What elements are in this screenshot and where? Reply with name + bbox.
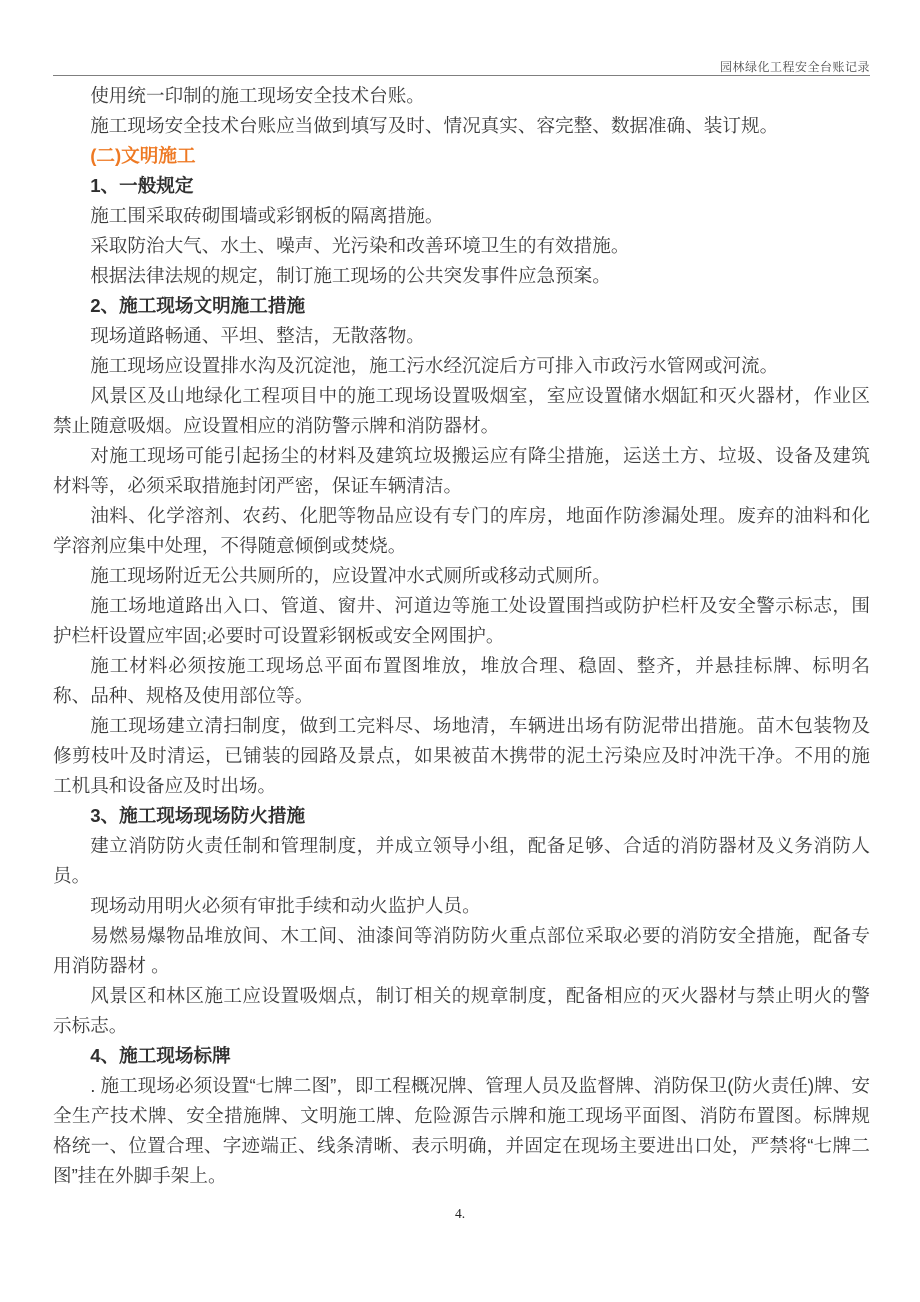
page-header-title: 园林绿化工程安全台账记录 <box>719 60 870 74</box>
paragraph: 现场动用明火必须有审批手续和动火监护人员。 <box>90 895 481 916</box>
paragraph: 对施工现场可能引起扬尘的材料及建筑垃圾搬运应有降尘措施，运送土方、垃圾、设备及建筑材料等，必须采取措施封闭严密，保证车辆清洁。 <box>53 445 870 496</box>
paragraph: 风景区及山地绿化工程项目中的施工现场设置吸烟室，室应设置储水烟缸和灭火器材，作业区禁止随意吸烟。应设置相应的消防警示牌和消防器材。 <box>53 385 870 436</box>
sub-heading: 1、一般规定 <box>90 175 194 196</box>
header-rule <box>53 75 870 76</box>
paragraph: 现场道路畅通、平坦、整洁，无散落物。 <box>90 325 425 346</box>
paragraph: . 施工现场必须设置“七牌二图”，即工程概况牌、管理人员及监督牌、消防保卫(防火责任)牌、安全生产技术牌、安全措施牌、文明施工牌、危险源告示牌和施工现场平面图、消防布置图。标牌规格统一、位置合理、字迹端正、线条清晰、表示明确，并固定在现场主要进出口处，严禁将“七牌二图”挂在外脚手架上。 <box>53 1075 870 1186</box>
paragraph: 建立消防防火责任制和管理制度，并成立领导小组，配备足够、合适的消防器材及义务消防人员。 <box>53 835 870 886</box>
paragraph: 风景区和林区施工应设置吸烟点，制订相关的规章制度，配备相应的灭火器材与禁止明火的警示标志。 <box>53 985 870 1036</box>
paragraph: 采取防治大气、水土、噪声、光污染和改善环境卫生的有效措施。 <box>90 235 630 256</box>
paragraph: 使用统一印制的施工现场安全技术台账。 <box>90 85 425 106</box>
paragraph: 易燃易爆物品堆放间、木工间、油漆间等消防防火重点部位采取必要的消防安全措施，配备专用消防器材 。 <box>53 925 870 976</box>
sub-heading: 2、施工现场文明施工措施 <box>90 295 306 316</box>
paragraph: 施工现场附近无公共厕所的，应设置冲水式厕所或移动式厕所。 <box>90 565 611 586</box>
page-number: 4. <box>454 1206 466 1221</box>
paragraph: 施工现场建立清扫制度，做到工完料尽、场地清，车辆进出场有防泥带出措施。苗木包装物及修剪枝叶及时清运，已铺装的园路及景点，如果被苗木携带的泥土污染应及时冲洗干净。不用的施工机具和设备应及时出场。 <box>53 715 870 796</box>
paragraph: 根据法律法规的规定，制订施工现场的公共突发事件应急预案。 <box>90 265 611 286</box>
paragraph: 油料、化学溶剂、农药、化肥等物品应设有专门的库房，地面作防渗漏处理。废弃的油料和化学溶剂应集中处理，不得随意倾倒或焚烧。 <box>53 505 870 556</box>
paragraph: 施工现场应设置排水沟及沉淀池，施工污水经沉淀后方可排入市政污水管网或河流。 <box>90 355 779 376</box>
paragraph: 施工现场安全技术台账应当做到填写及时、情况真实、容完整、数据准确、装订规。 <box>90 115 779 136</box>
paragraph: 施工围采取砖砌围墙或彩钢板的隔离措施。 <box>90 205 444 226</box>
section-heading: (二)文明施工 <box>90 145 196 166</box>
paragraph: 施工材料必须按施工现场总平面布置图堆放，堆放合理、稳固、整齐，并悬挂标牌、标明名称、品种、规格及使用部位等。 <box>53 655 870 706</box>
document-body <box>53 81 870 1191</box>
sub-heading: 4、施工现场标牌 <box>90 1045 231 1066</box>
paragraph: 施工场地道路出入口、管道、窗井、河道边等施工处设置围挡或防护栏杆及安全警示标志，围护栏杆设置应牢固;必要时可设置彩钢板或安全网围护。 <box>53 595 870 646</box>
sub-heading: 3、施工现场现场防火措施 <box>90 805 306 826</box>
